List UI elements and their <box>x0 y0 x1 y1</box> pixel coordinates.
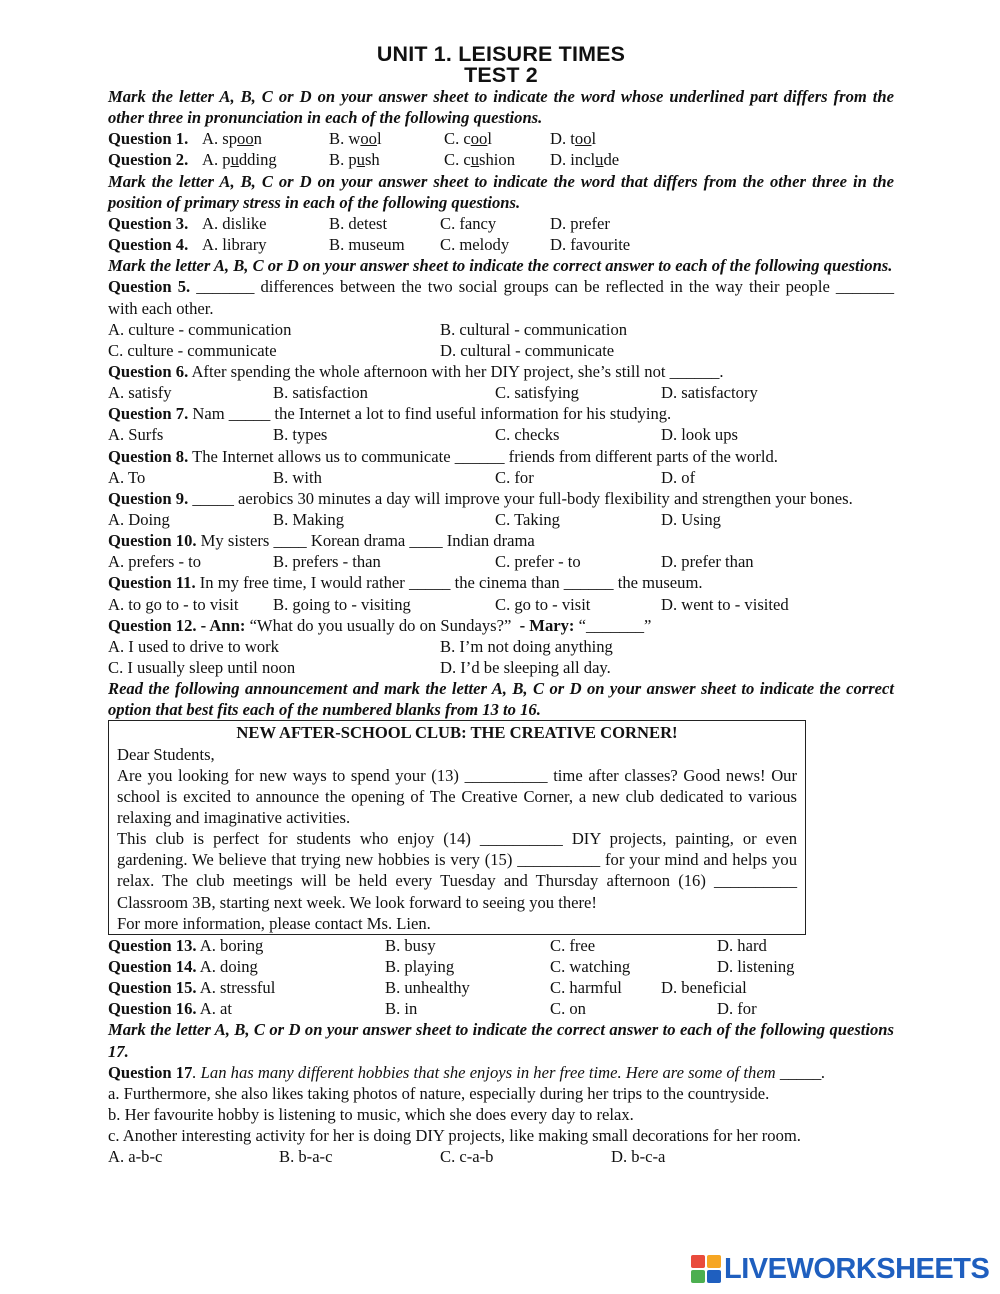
announcement-heading: NEW AFTER-SCHOOL CLUB: THE CREATIVE CORNER! <box>236 723 678 743</box>
question-label: Question 11. <box>108 573 196 593</box>
option-c[interactable]: C. Taking <box>495 509 560 529</box>
liveworksheets-logo-icon <box>691 1255 721 1283</box>
option-b[interactable]: B. I’m not doing anything <box>440 636 613 656</box>
option-b[interactable]: B. detest <box>329 213 388 233</box>
question-4 <box>108 234 894 255</box>
question-14 <box>108 956 894 977</box>
liveworksheets-logo[interactable] <box>691 1254 989 1284</box>
option-d[interactable]: D. satisfactory <box>661 383 758 403</box>
announcement-greeting: Dear Students, <box>117 744 215 764</box>
option-d[interactable]: D. beneficial <box>661 978 747 998</box>
question-label: Question 5. <box>108 277 191 297</box>
instruction-stress: Mark the letter A, B, C or D on your answer sheet to indicate the word that differs from the other three in the position of primary stress in each of the following questions. <box>108 171 894 212</box>
announcement-box <box>108 720 806 935</box>
sentence-b: b. Her favourite hobby is listening to music, which she does every day to relax. <box>108 1105 634 1125</box>
option-a[interactable]: A. stressful <box>199 978 276 998</box>
question-12-options-row-1 <box>108 636 894 657</box>
option-d[interactable]: D. favourite <box>550 235 631 255</box>
question-2 <box>108 149 894 170</box>
announcement-paragraph-3: For more information, please contact Ms. Lien. <box>117 913 431 933</box>
question-7 <box>108 403 894 424</box>
option-d[interactable]: D. tool <box>550 129 597 149</box>
option-b[interactable]: B. unhealthy <box>385 978 470 998</box>
option-a[interactable]: A. to go to - to visit <box>108 594 239 614</box>
sentence-a: a. Furthermore, she also likes taking photos of nature, especially during her trips to the countryside. <box>108 1083 770 1103</box>
option-b[interactable]: B. prefers - than <box>273 552 381 572</box>
question-10 <box>108 530 894 551</box>
question-1 <box>108 128 894 149</box>
option-a[interactable]: A. pudding <box>202 150 277 170</box>
option-b[interactable]: B. push <box>329 150 380 170</box>
option-c[interactable]: C. harmful <box>550 978 622 998</box>
option-d[interactable]: D. hard <box>717 935 767 955</box>
question-11-options <box>108 594 894 615</box>
question-label: Question 17 <box>108 1062 193 1082</box>
option-d[interactable]: D. for <box>717 999 757 1019</box>
question-6-options <box>108 382 894 403</box>
question-label: Question 2. <box>108 150 189 170</box>
option-c[interactable]: C. checks <box>495 425 560 445</box>
option-c[interactable]: C. watching <box>550 957 631 977</box>
option-a[interactable]: A. prefers - to <box>108 552 202 572</box>
test-title: TEST 2 <box>464 64 538 87</box>
option-a[interactable]: A. culture - communication <box>108 319 292 339</box>
question-16 <box>108 998 894 1019</box>
question-8-options <box>108 467 894 488</box>
question-text: After spending the whole afternoon with her DIY project, she’s still not ______. <box>191 361 724 381</box>
mary-line: “_______” <box>578 615 652 635</box>
option-a[interactable]: A. a-b-c <box>108 1147 163 1167</box>
option-b[interactable]: B. Making <box>273 509 344 529</box>
option-a[interactable]: A. dislike <box>202 213 267 233</box>
question-12-options-row-2 <box>108 657 894 678</box>
instruction-arrange: Mark the letter A, B, C or D on your answer sheet to indicate the correct answer to each of the following questions 17. <box>108 1020 894 1061</box>
question-label: Question 16. <box>108 999 197 1019</box>
question-text: _____ aerobics 30 minutes a day will improve your full-body flexibility and strengthen your bones. <box>192 488 853 508</box>
worksheet-page <box>108 44 894 1168</box>
instruction-pronunciation: Mark the letter A, B, C or D on your answer sheet to indicate the word whose underlined part differs from the other three in pronunciation in each of the following questions. <box>108 87 894 128</box>
question-text: _______ differences between the two social groups can be reflected in the way their people _______ with each other. <box>108 277 894 318</box>
option-b[interactable]: B. cultural - communication <box>440 319 628 339</box>
question-9-options <box>108 509 894 530</box>
option-d[interactable]: D. prefer <box>550 213 610 233</box>
question-17 <box>108 1062 894 1083</box>
question-13 <box>108 935 894 956</box>
option-d[interactable]: D. include <box>550 150 620 170</box>
unit-title: UNIT 1. LEISURE TIMES <box>376 43 626 66</box>
instruction-correct-answer: Mark the letter A, B, C or D on your answer sheet to indicate the correct answer to each of the following questions. <box>108 256 893 276</box>
option-a[interactable]: A. spoon <box>202 129 262 149</box>
question-11 <box>108 572 894 593</box>
option-c[interactable]: C. culture - communicate <box>108 340 277 360</box>
question-15 <box>108 977 894 998</box>
option-b[interactable]: B. satisfaction <box>273 383 368 403</box>
question-label: Question 6. <box>108 361 189 381</box>
question-17-options <box>108 1146 894 1167</box>
option-c[interactable]: C. for <box>495 467 534 487</box>
question-label: Question 10. <box>108 531 197 551</box>
question-label: Question 12. <box>108 615 197 635</box>
option-c[interactable]: C. cool <box>444 129 492 149</box>
question-text: . Lan has many different hobbies that she enjoys in her free time. Here are some of them _____. <box>192 1062 826 1082</box>
sentence-c: c. Another interesting activity for her is doing DIY projects, like making small decorations for her room. <box>108 1126 801 1146</box>
question-text: My sisters ____ Korean drama ____ Indian drama <box>200 531 535 551</box>
liveworksheets-logo-text: LIVEWORKSHEETS <box>724 1252 990 1285</box>
question-label: Question 15. <box>108 978 197 998</box>
option-c[interactable]: C. fancy <box>440 213 497 233</box>
option-a[interactable]: A. Doing <box>108 509 170 529</box>
option-a[interactable]: A. doing <box>199 957 258 977</box>
option-b[interactable]: B. going to - visiting <box>273 594 411 614</box>
option-b[interactable]: B. types <box>273 425 328 445</box>
question-label: Question 8. <box>108 446 189 466</box>
question-label: Question 14. <box>108 957 197 977</box>
option-d[interactable]: D. look ups <box>661 425 738 445</box>
question-label: Question 7. <box>108 404 189 424</box>
question-5 <box>108 276 894 318</box>
speaker-ann: - Ann: <box>200 615 246 635</box>
question-6 <box>108 361 894 382</box>
announcement-paragraph-1: Are you looking for new ways to spend your (13) __________ time after classes? Good news! Our school is excited to announce the opening of The Creative Corner, a new club dedicated to various relaxing and imaginative activities. <box>117 765 797 827</box>
option-d[interactable]: D. went to - visited <box>661 594 789 614</box>
option-b[interactable]: B. busy <box>385 935 436 955</box>
option-a[interactable]: A. at <box>199 999 233 1019</box>
option-a[interactable]: A. To <box>108 467 146 487</box>
question-text: In my free time, I would rather _____ the cinema than ______ the museum. <box>199 573 703 593</box>
announcement-paragraph-2: This club is perfect for students who enjoy (14) __________ DIY projects, painting, or even gardening. We believe that trying new hobbies is very (15) __________ for your mind and helps you relax. The club meetings will be held every Tuesday and Thursday afternoon (16) __________ Classroom 3B, starting next week. We look forward to seeing you there! <box>117 829 797 912</box>
option-c[interactable]: C. c-a-b <box>440 1147 494 1167</box>
question-12 <box>108 615 894 636</box>
option-a[interactable]: A. library <box>202 235 267 255</box>
question-5-options-row-2 <box>108 340 894 361</box>
option-d[interactable]: D. listening <box>717 957 795 977</box>
question-9 <box>108 488 894 509</box>
question-7-options <box>108 424 894 445</box>
option-c[interactable]: C. on <box>550 999 586 1019</box>
option-a[interactable]: A. satisfy <box>108 383 172 403</box>
option-b[interactable]: B. wool <box>329 129 382 149</box>
option-d[interactable]: D. cultural - communicate <box>440 340 615 360</box>
question-label: Question 4. <box>108 235 189 255</box>
option-b[interactable]: B. b-a-c <box>279 1147 333 1167</box>
option-b[interactable]: B. playing <box>385 957 455 977</box>
option-b[interactable]: B. with <box>273 467 322 487</box>
option-d[interactable]: D. prefer than <box>661 552 754 572</box>
option-c[interactable]: C. melody <box>440 235 510 255</box>
question-label: Question 9. <box>108 488 189 508</box>
option-c[interactable]: C. satisfying <box>495 383 579 403</box>
option-a[interactable]: A. boring <box>199 935 264 955</box>
question-text: Nam _____ the Internet a lot to find useful information for his studying. <box>192 404 672 424</box>
question-label: Question 1. <box>108 129 189 149</box>
option-c[interactable]: C. go to - visit <box>495 594 591 614</box>
option-b[interactable]: B. in <box>385 999 418 1019</box>
option-c[interactable]: C. free <box>550 935 596 955</box>
question-10-options <box>108 551 894 572</box>
option-c[interactable]: C. prefer - to <box>495 552 581 572</box>
question-text: The Internet allows us to communicate ______ friends from different parts of the world. <box>192 446 778 466</box>
instruction-announcement: Read the following announcement and mark the letter A, B, C or D on your answer sheet to indicate the correct option that best fits each of the numbered blanks from 13 to 16. <box>108 679 894 720</box>
question-3 <box>108 213 894 234</box>
speaker-mary: - Mary: <box>519 615 575 635</box>
question-label: Question 13. <box>108 935 197 955</box>
option-c[interactable]: C. cushion <box>444 150 515 170</box>
ann-line: “What do you usually do on Sundays?” <box>249 615 512 635</box>
option-c[interactable]: C. I usually sleep until noon <box>108 657 296 677</box>
option-a[interactable]: A. I used to drive to work <box>108 636 279 656</box>
option-d[interactable]: D. Using <box>661 509 721 529</box>
question-5-options-row-1 <box>108 319 894 340</box>
option-d[interactable]: D. b-c-a <box>611 1147 666 1167</box>
option-d[interactable]: D. of <box>661 467 696 487</box>
option-b[interactable]: B. museum <box>329 235 405 255</box>
question-8 <box>108 446 894 467</box>
option-a[interactable]: A. Surfs <box>108 425 164 445</box>
option-d[interactable]: D. I’d be sleeping all day. <box>440 657 611 677</box>
question-label: Question 3. <box>108 213 189 233</box>
